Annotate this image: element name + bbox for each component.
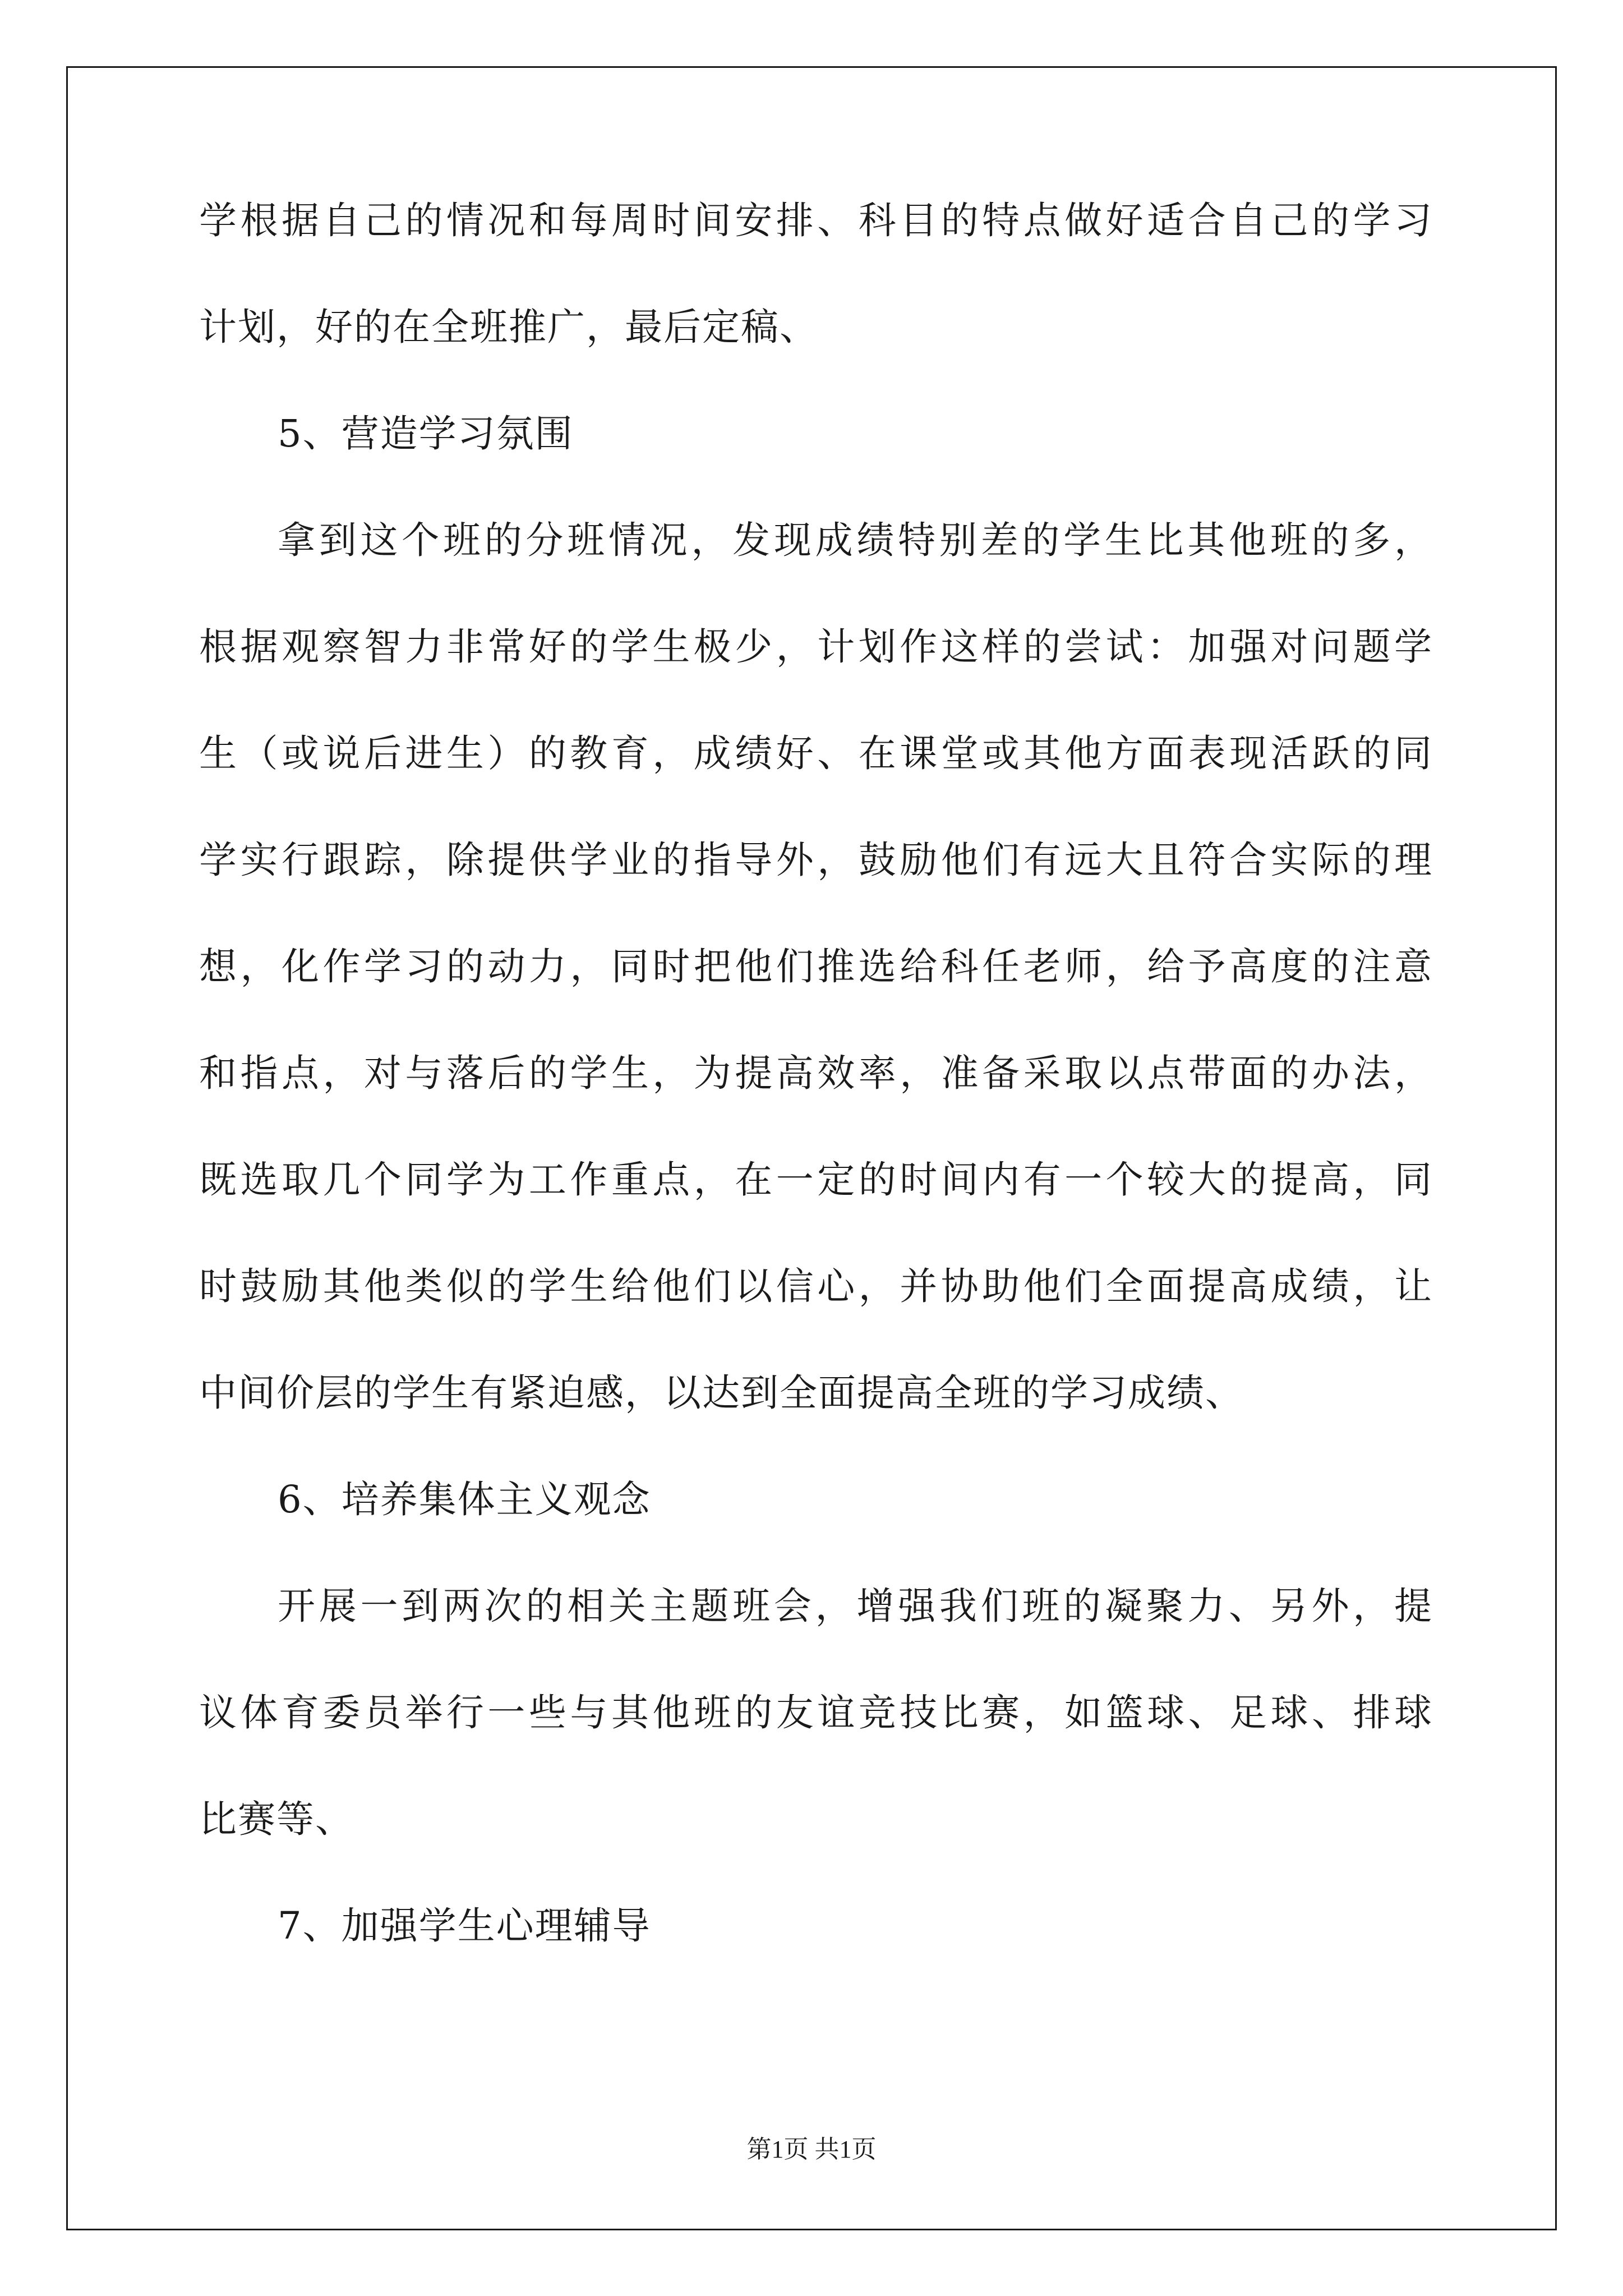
- text-line: 学根据自己的情况和每周时间安排、科目的特点做好适合自己的学习: [199, 199, 1433, 242]
- text-line: 根据观察智力非常好的学生极少，计划作这样的尝试：加强对问题学: [199, 625, 1433, 669]
- section-heading: 7、加强学生心理辅导: [278, 1904, 651, 1948]
- text-line: 比赛等、: [199, 1797, 354, 1841]
- text-line: 议体育委员举行一些与其他班的友谊竞技比赛，如篮球、足球、排球: [199, 1691, 1433, 1734]
- text-line: 计划，好的在全班推广，最后定稿、: [199, 305, 818, 349]
- text-line: 想，化作学习的动力，同时把他们推选给科任老师，给予高度的注意: [199, 945, 1433, 988]
- text-line: 既选取几个同学为工作重点，在一定的时间内有一个较大的提高，同: [199, 1158, 1433, 1202]
- text-line: 中间价层的学生有紧迫感，以达到全面提高全班的学习成绩、: [199, 1371, 1244, 1415]
- section-heading: 5、营造学习氛围: [278, 412, 574, 455]
- page-footer: 第1页 共1页: [746, 2136, 877, 2163]
- text-line: 学实行跟踪，除提供学业的指导外，鼓励他们有远大且符合实际的理: [199, 838, 1433, 882]
- text-line: 和指点，对与落后的学生，为提高效率，准备采取以点带面的办法，: [199, 1051, 1433, 1095]
- text-line: 时鼓励其他类似的学生给他们以信心，并协助他们全面提高成绩，让: [199, 1264, 1433, 1308]
- text-line: 生（或说后进生）的教育，成绩好、在课堂或其他方面表现活跃的同: [199, 731, 1433, 775]
- section-heading: 6、培养集体主义观念: [278, 1478, 651, 1521]
- text-line: 拿到这个班的分班情况，发现成绩特别差的学生比其他班的多，: [278, 518, 1433, 562]
- text-line: 开展一到两次的相关主题班会，增强我们班的凝聚力、另外，提: [278, 1584, 1433, 1628]
